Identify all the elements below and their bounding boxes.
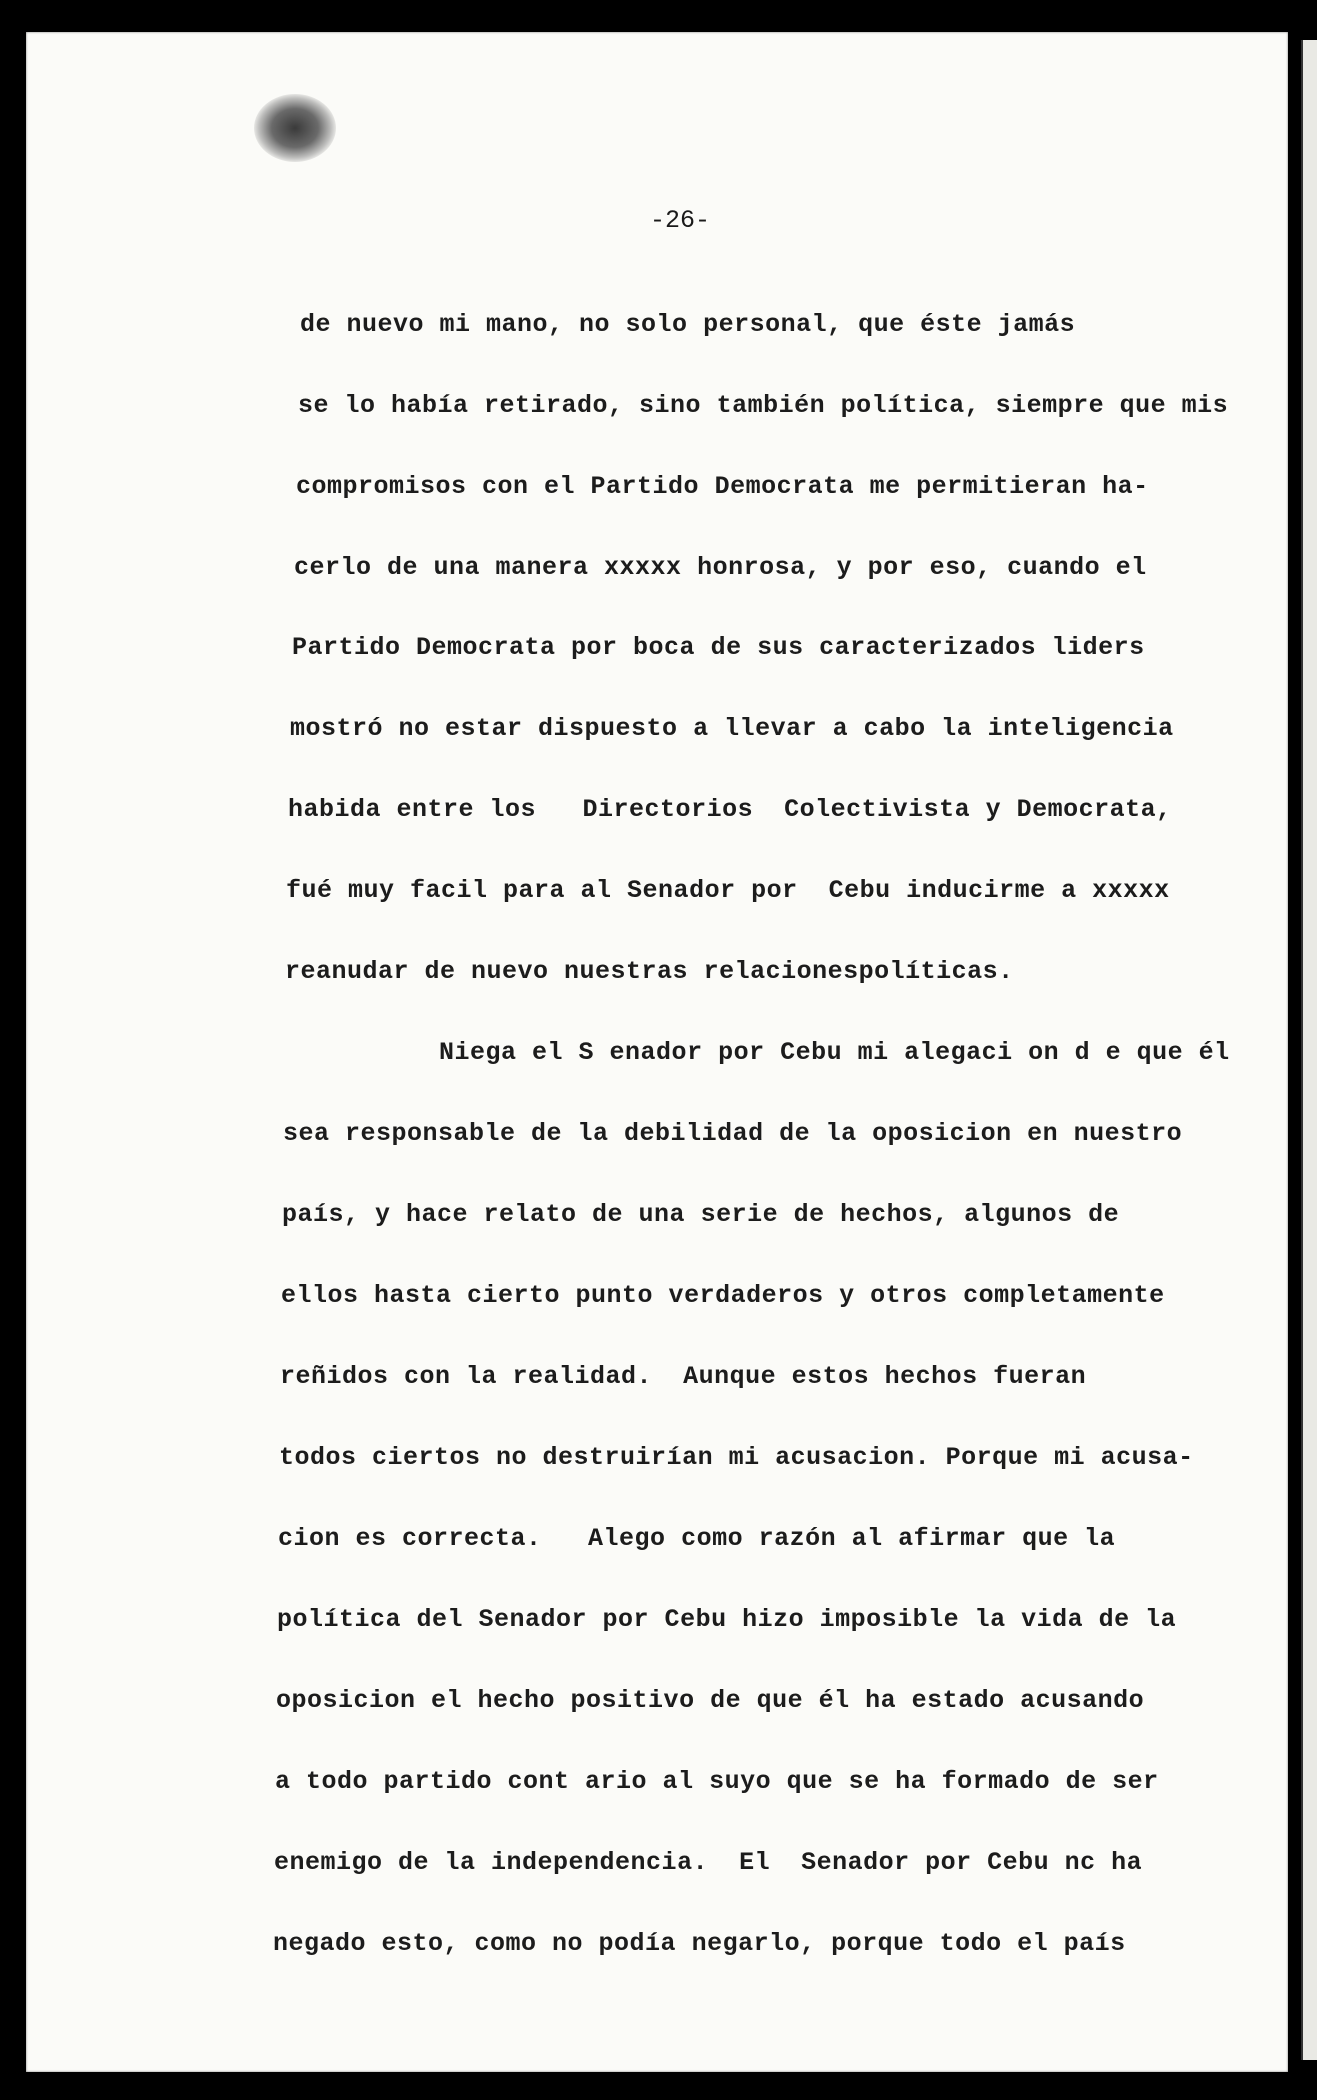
- text-line: habida entre los Directorios Colectivista y Democrata,: [288, 795, 1172, 824]
- text-line: a todo partido cont ario al suyo que se ha formado de ser: [275, 1767, 1159, 1796]
- text-line: mostró no estar dispuesto a llevar a cabo la inteligencia: [290, 714, 1174, 743]
- page-edge: [1301, 40, 1317, 2060]
- text-line: se lo había retirado, sino también política, siempre que mis: [298, 391, 1229, 420]
- page-number: -26-: [650, 206, 711, 235]
- text-line: oposicion el hecho positivo de que él ha estado acusando: [276, 1686, 1145, 1715]
- text-line: de nuevo mi mano, no solo personal, que éste jamás: [300, 310, 1076, 339]
- text-line: Niega el S enador por Cebu mi alegaci on d e que él: [284, 1038, 1230, 1067]
- text-line: cion es correcta. Alego como razón al afirmar que la: [278, 1524, 1116, 1553]
- text-line: compromisos con el Partido Democrata me permitieran ha-: [296, 472, 1149, 501]
- text-line: negado esto, como no podía negarlo, porque todo el país: [273, 1929, 1126, 1958]
- text-line: sea responsable de la debilidad de la oposicion en nuestro: [283, 1119, 1183, 1148]
- ink-stain: [254, 94, 336, 162]
- text-line: ellos hasta cierto punto verdaderos y otros completamente: [281, 1281, 1165, 1310]
- text-line: reñidos con la realidad. Aunque estos hechos fueran: [280, 1362, 1087, 1391]
- text-line: Partido Democrata por boca de sus caracterizados liders: [292, 633, 1145, 662]
- text-line: política del Senador por Cebu hizo imposible la vida de la: [277, 1605, 1177, 1634]
- text-line: reanudar de nuevo nuestras relacionespolíticas.: [285, 957, 1014, 986]
- text-line: cerlo de una manera xxxxx honrosa, y por eso, cuando el: [294, 553, 1147, 582]
- text-line: país, y hace relato de una serie de hechos, algunos de: [282, 1200, 1120, 1229]
- text-line: todos ciertos no destruirían mi acusacion. Porque mi acusa-: [279, 1443, 1194, 1472]
- text-line: fué muy facil para al Senador por Cebu inducirme a xxxxx: [286, 876, 1170, 905]
- text-line: enemigo de la independencia. El Senador por Cebu nc ha: [274, 1848, 1143, 1877]
